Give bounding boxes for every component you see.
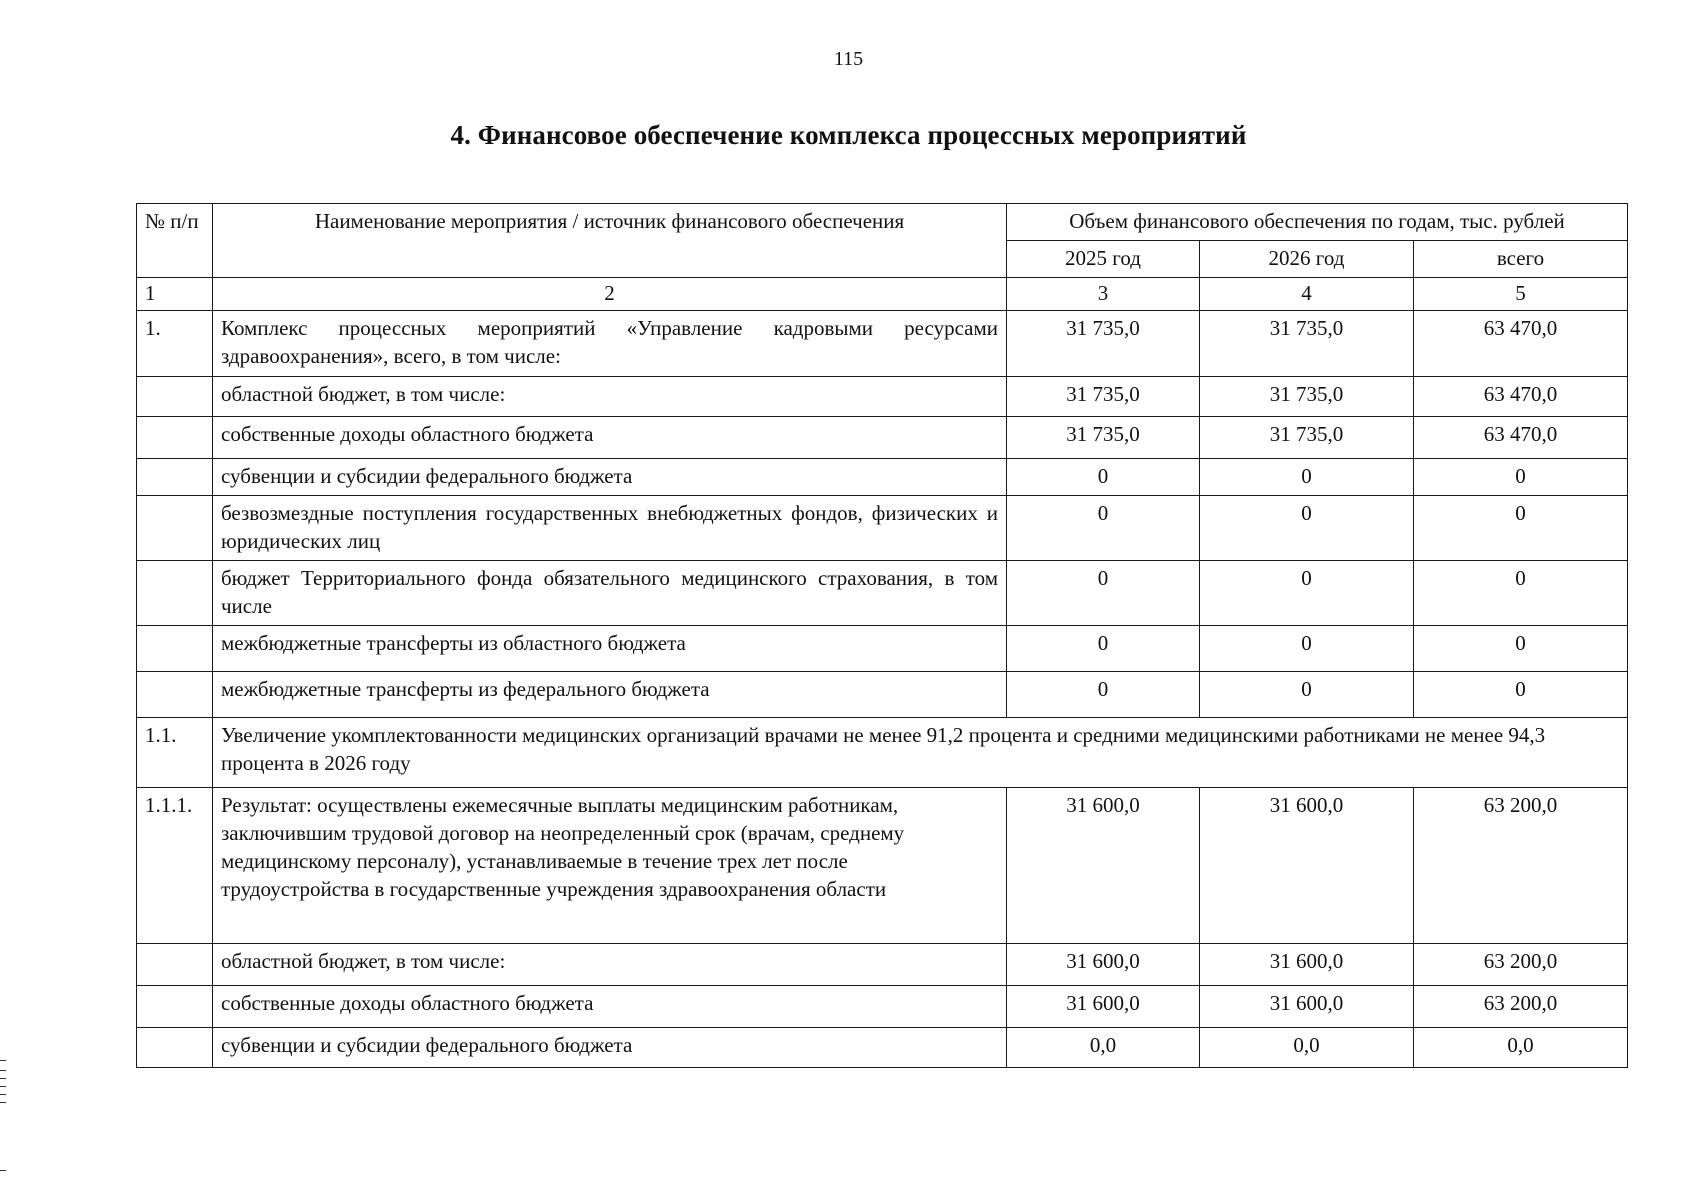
header-num: № п/п (137, 204, 213, 278)
value-2026: 0 (1200, 672, 1414, 718)
value-total: 0 (1414, 459, 1628, 496)
value-2026: 31 600,0 (1200, 788, 1414, 944)
header-year-2025: 2025 год (1007, 241, 1200, 278)
column-index: 3 (1007, 278, 1200, 311)
row-number: 1.1.1. (137, 788, 213, 944)
value-total: 63 470,0 (1414, 417, 1628, 459)
header-total: всего (1414, 241, 1628, 278)
row-number (137, 626, 213, 672)
column-index: 2 (213, 278, 1007, 311)
value-2026: 31 735,0 (1200, 417, 1414, 459)
header-year-2026: 2026 год (1200, 241, 1414, 278)
table-row (137, 496, 1628, 561)
header-name: Наименование мероприятия / источник финансового обеспечения (213, 204, 1007, 278)
row-number (137, 496, 213, 561)
value-2026: 0,0 (1200, 1028, 1414, 1068)
value-total: 0,0 (1414, 1028, 1628, 1068)
table-row (137, 986, 1628, 1028)
column-index: 5 (1414, 278, 1628, 311)
table-row (137, 311, 1628, 377)
row-number (137, 672, 213, 718)
header-row-top (137, 204, 1628, 241)
value-total: 63 200,0 (1414, 788, 1628, 944)
table-row (137, 377, 1628, 417)
header-volume: Объем финансового обеспечения по годам, тыс. рублей (1007, 204, 1628, 241)
value-2025: 31 735,0 (1007, 377, 1200, 417)
row-name: областной бюджет, в том числе: (213, 944, 1007, 986)
task-row (137, 718, 1628, 788)
row-name: безвозмездные поступления государственных внебюджетных фондов, физических и юридических лиц (213, 496, 1007, 561)
table-row (137, 459, 1628, 496)
row-number (137, 986, 213, 1028)
row-number (137, 377, 213, 417)
value-total: 63 200,0 (1414, 944, 1628, 986)
value-2025: 31 600,0 (1007, 944, 1200, 986)
value-2026: 0 (1200, 496, 1414, 561)
value-total: 0 (1414, 626, 1628, 672)
value-total: 63 470,0 (1414, 311, 1628, 377)
value-2025: 31 735,0 (1007, 417, 1200, 459)
value-2025: 0 (1007, 626, 1200, 672)
value-total: 0 (1414, 672, 1628, 718)
value-2025: 0 (1007, 459, 1200, 496)
row-name: межбюджетные трансферты из федерального бюджета (213, 672, 1007, 718)
section-title: 4. Финансовое обеспечение комплекса процессных мероприятий (450, 120, 1247, 150)
value-2025: 31 600,0 (1007, 788, 1200, 944)
financing-table (136, 203, 1628, 1068)
table-row (137, 1028, 1628, 1068)
value-total: 63 200,0 (1414, 986, 1628, 1028)
row-name: собственные доходы областного бюджета (213, 417, 1007, 459)
column-index: 4 (1200, 278, 1414, 311)
row-name: Результат: осуществлены ежемесячные выплаты медицинским работникам, заключившим трудовой договор на неопределенный срок (врачам, среднему медицинскому персоналу), устанавливаемые в течение трех лет после трудоустройства в государственные учреждения здравоохранения области (213, 788, 1007, 944)
value-2026: 0 (1200, 626, 1414, 672)
column-index-row (137, 278, 1628, 311)
row-number: 1. (137, 311, 213, 377)
table-row (137, 626, 1628, 672)
row-number (137, 944, 213, 986)
value-2025: 0,0 (1007, 1028, 1200, 1068)
row-number (137, 561, 213, 626)
result-row (137, 788, 1628, 944)
scan-margin-marks (0, 1060, 6, 1180)
row-name: собственные доходы областного бюджета (213, 986, 1007, 1028)
value-2026: 31 735,0 (1200, 311, 1414, 377)
column-index: 1 (137, 278, 213, 311)
row-name: областной бюджет, в том числе: (213, 377, 1007, 417)
value-2026: 0 (1200, 561, 1414, 626)
value-2025: 31 600,0 (1007, 986, 1200, 1028)
table-row (137, 944, 1628, 986)
task-name: Увеличение укомплектованности медицинских организаций врачами не менее 91,2 процента и средними медицинскими работниками не менее 94,3 процента в 2026 году (213, 718, 1628, 788)
value-2026: 31 735,0 (1200, 377, 1414, 417)
table-row (137, 417, 1628, 459)
row-number (137, 1028, 213, 1068)
row-name: бюджет Территориального фонда обязательного медицинского страхования, в том числе (213, 561, 1007, 626)
task-number: 1.1. (137, 718, 213, 788)
value-2025: 0 (1007, 561, 1200, 626)
value-2025: 0 (1007, 496, 1200, 561)
page-number: 115 (833, 48, 864, 70)
value-2025: 31 735,0 (1007, 311, 1200, 377)
value-2026: 31 600,0 (1200, 986, 1414, 1028)
row-name: Комплекс процессных мероприятий «Управление кадровыми ресурсами здравоохранения», всего, в том числе: (213, 311, 1007, 377)
value-total: 0 (1414, 561, 1628, 626)
row-number (137, 417, 213, 459)
value-total: 0 (1414, 496, 1628, 561)
value-2025: 0 (1007, 672, 1200, 718)
value-2026: 0 (1200, 459, 1414, 496)
row-name: субвенции и субсидии федерального бюджета (213, 1028, 1007, 1068)
value-2026: 31 600,0 (1200, 944, 1414, 986)
value-total: 63 470,0 (1414, 377, 1628, 417)
row-number (137, 459, 213, 496)
row-name: субвенции и субсидии федерального бюджета (213, 459, 1007, 496)
row-name: межбюджетные трансферты из областного бюджета (213, 626, 1007, 672)
table-row (137, 672, 1628, 718)
table-row (137, 561, 1628, 626)
